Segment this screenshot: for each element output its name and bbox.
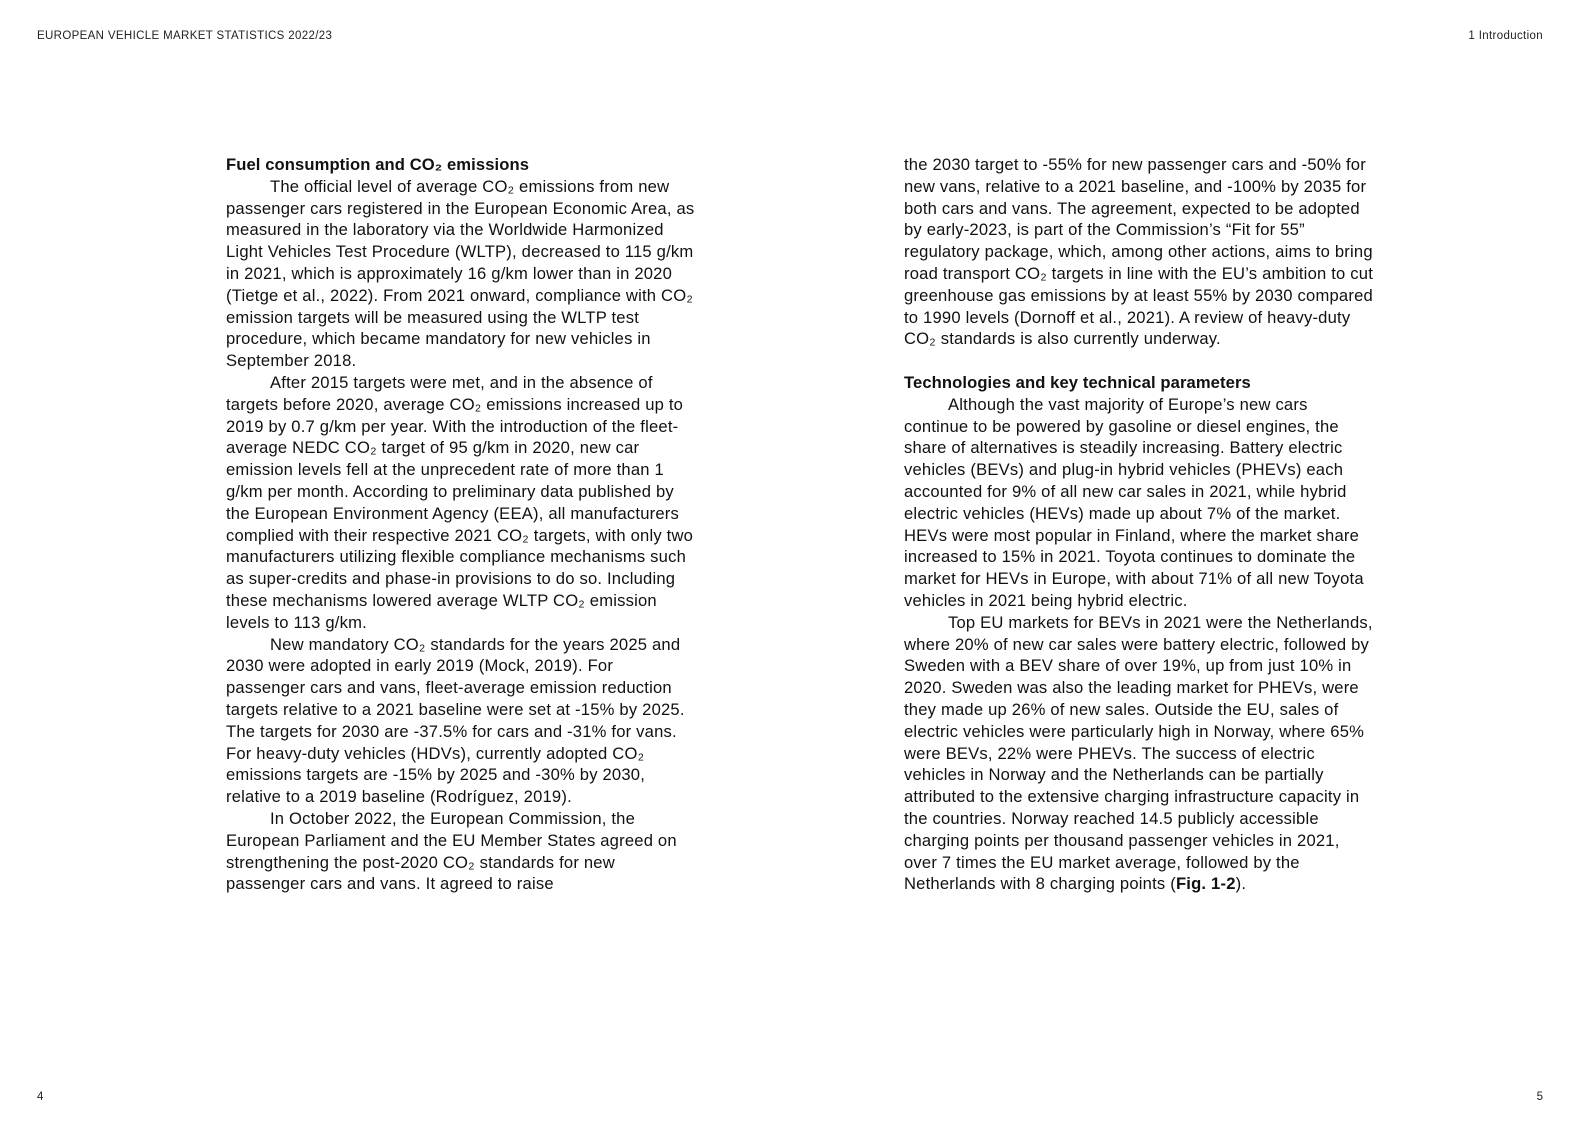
section-heading-technologies: Technologies and key technical parameters: [904, 372, 1251, 392]
page-number-left: 4: [37, 1091, 44, 1103]
figure-reference-link[interactable]: Fig. 1-2: [1175, 874, 1236, 894]
right-column: [904, 154, 1374, 895]
paragraph: The official level of average CO₂ emissions from new passenger cars registered in the European Economic Area, as measured in the laboratory via the Worldwide Harmonized Light Vehicles Test Procedure (WLTP), decreased to 115 g/km in 2021, which is approximately 16 g/km lower than in 2020 (Tietge et al., 2022). From 2021 onward, compliance with CO₂ emission targets will be measured using the WLTP test procedure, which became mandatory for new vehicles in September 2018.: [226, 176, 695, 371]
running-header-section: 1 Introduction: [1468, 30, 1543, 42]
paragraph-continuation: the 2030 target to -55% for new passenger cars and -50% for new vans, relative to a 2021 baseline, and -100% by 2035 for both cars and vans. The agreement, expected to be adopted by early-2023, is part of the Commission’s “Fit for 55” regulatory package, which, among other actions, aims to bring road transport CO₂ targets in line with the EU’s ambition to cut greenhouse gas emissions by at least 55% by 2030 compared to 1990 levels (Dornoff et al., 2021). A review of heavy-duty CO₂ standards is also currently underway.: [904, 155, 1374, 349]
page-number-right: 5: [1536, 1091, 1543, 1103]
paragraph: Although the vast majority of Europe’s new cars continue to be powered by gasoline or diesel engines, the share of alternatives is steadily increasing. Battery electric vehicles (BEVs) and plug-in hybrid vehicles (PHEVs) each accounted for 9% of all new car sales in 2021, while hybrid electric vehicles (HEVs) made up about 7% of the market. HEVs were most popular in Finland, where the market share increased to 15% in 2021. Toyota continues to dominate the market for HEVs in Europe, with about 71% of all new Toyota vehicles in 2021 being hybrid electric.: [904, 394, 1364, 610]
paragraph: After 2015 targets were met, and in the absence of targets before 2020, average CO₂ emissions increased up to 2019 by 0.7 g/km per year. With the introduction of the fleet-average NEDC CO₂ target of 95 g/km in 2020, new car emission levels fell at the unprecedent rate of more than 1 g/km per month. According to preliminary data published by the European Environment Agency (EEA), all manufacturers complied with their respective 2021 CO₂ targets, with only two manufacturers utilizing flexible compliance mechanisms such as super-credits and phase-in provisions to do so. Including these mechanisms lowered average WLTP CO₂ emission levels to 113 g/km.: [226, 372, 694, 632]
paragraph-with-figure-ref: [904, 612, 1374, 895]
running-header-title: EUROPEAN VEHICLE MARKET STATISTICS 2022/23: [37, 30, 333, 42]
paragraph-end: ).: [1235, 874, 1247, 894]
paragraph-text: Top EU markets for BEVs in 2021 were the Netherlands, where 20% of new car sales were battery electric, followed by Sweden with a BEV share of over 19%, up from just 10% in 2020. Sweden was also the leading market for PHEVs, were they made up 26% of new sales. Outside the EU, sales of electric vehicles were particularly high in Norway, where 65% were BEVs, 22% were PHEVs. The success of electric vehicles in Norway and the Netherlands can be partially attributed to the extensive charging infrastructure capacity in the countries. Norway reached 14.5 publicly accessible charging points per thousand passenger vehicles in 2021, over 7 times the EU market average, followed by the Netherlands with 8 charging points (: [904, 612, 1373, 894]
left-column: [226, 154, 696, 895]
section-gap: [904, 350, 1374, 372]
section-heading-fuel-consumption: Fuel consumption and CO₂ emissions: [226, 155, 530, 174]
paragraph: In October 2022, the European Commission, the European Parliament and the EU Member States agreed on strengthening the post-2020 CO₂ standards for new passenger cars and vans. It agreed to raise: [226, 808, 677, 894]
paragraph: New mandatory CO₂ standards for the years 2025 and 2030 were adopted in early 2019 (Mock, 2019). For passenger cars and vans, fleet-average emission reduction targets relative to a 2021 baseline were set at -15% by 2025. The targets for 2030 are -37.5% for cars and -31% for vans. For heavy-duty vehicles (HDVs), currently adopted CO₂ emissions targets are -15% by 2025 and -30% by 2030, relative to a 2019 baseline (Rodríguez, 2019).: [226, 634, 685, 807]
